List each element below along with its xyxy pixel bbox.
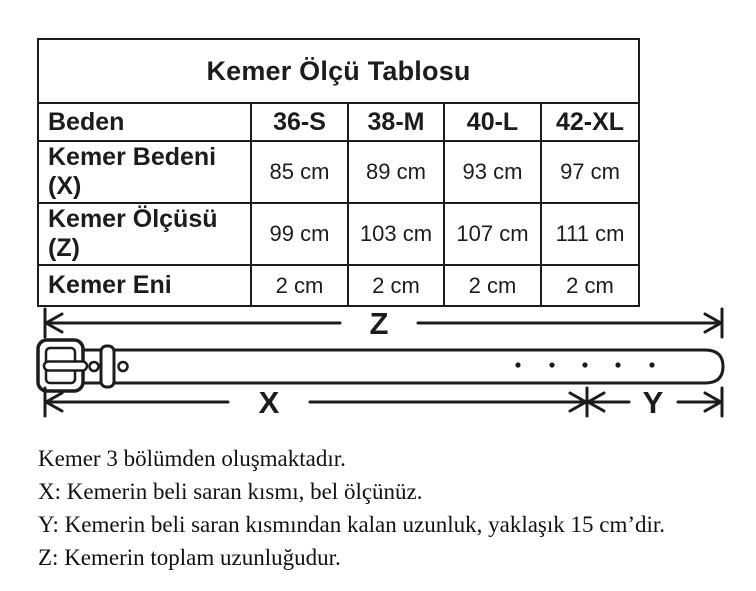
- belt-hole: [90, 362, 99, 371]
- notes-block: [38, 442, 738, 574]
- y-dimension-label: Y: [642, 385, 664, 420]
- belt-hole: [119, 362, 128, 371]
- belt-strap: [80, 350, 723, 383]
- table-row: [38, 203, 639, 265]
- column-header-beden: Beden: [38, 103, 251, 141]
- row-label-kemer-eni: Kemer Eni: [38, 265, 251, 306]
- cell-value: 97 cm: [541, 141, 639, 203]
- cell-value: 2 cm: [348, 265, 444, 306]
- row-label-kemer-bedeni: Kemer Bedeni (X): [38, 141, 251, 203]
- note-line-x: X: Kemerin beli saran kısmı, bel ölçünüz.: [38, 479, 423, 504]
- table-title: Kemer Ölçü Tablosu: [38, 39, 639, 103]
- x-dimension-arrow: [45, 385, 586, 420]
- cell-value: 103 cm: [348, 203, 444, 265]
- note-line-intro: Kemer 3 bölümden oluşmaktadır.: [38, 446, 346, 471]
- column-header-40l: 40-L: [444, 103, 541, 141]
- table-row: [38, 141, 639, 203]
- belt-illustration: [38, 340, 723, 391]
- row-label-kemer-olcusu: Kemer Ölçüsü (Z): [38, 203, 251, 265]
- size-table: [37, 38, 640, 307]
- cell-value: 2 cm: [541, 265, 639, 306]
- cell-value: 99 cm: [251, 203, 348, 265]
- note-line-y: Y: Kemerin beli saran kısmından kalan uzunluk, yaklaşık 15 cm’dir.: [38, 512, 666, 537]
- column-header-36s: 36-S: [251, 103, 348, 141]
- x-dimension-label: X: [258, 385, 280, 420]
- cell-value: 2 cm: [444, 265, 541, 306]
- y-dimension-arrow: [588, 385, 722, 420]
- column-header-42xl: 42-XL: [541, 103, 639, 141]
- belt-keeper-loop: [101, 346, 114, 387]
- z-dimension-label: Z: [369, 306, 389, 341]
- table-row-title: [38, 39, 639, 103]
- cell-value: 89 cm: [348, 141, 444, 203]
- belt-measurement-diagram: [0, 290, 756, 440]
- belt-prong: [44, 362, 87, 371]
- note-line-z: Z: Kemerin toplam uzunluğudur.: [38, 545, 341, 570]
- cell-value: 93 cm: [444, 141, 541, 203]
- column-header-38m: 38-M: [348, 103, 444, 141]
- cell-value: 111 cm: [541, 203, 639, 265]
- cell-value: 2 cm: [251, 265, 348, 306]
- cell-value: 85 cm: [251, 141, 348, 203]
- cell-value: 107 cm: [444, 203, 541, 265]
- table-row-header: [38, 103, 639, 141]
- z-dimension-arrow: [45, 306, 722, 341]
